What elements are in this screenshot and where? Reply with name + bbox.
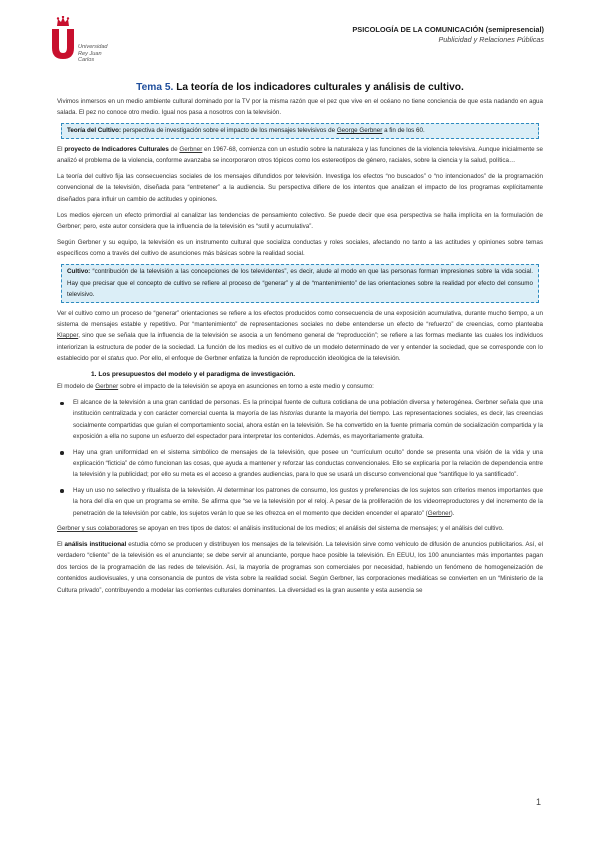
title-number: Tema 5. (136, 82, 174, 93)
gerbner-link[interactable]: Gerbner (179, 145, 203, 153)
paragraph-model-assumptions: El modelo de Gerbner sobre el impacto de la televisión se apoya en asunciones en torno a este medio y consumo: (57, 383, 374, 391)
logo-line1: Universidad (78, 44, 108, 50)
university-u-icon (51, 28, 75, 60)
definition-box-cultivation-theory (61, 123, 539, 138)
italic-term: status quo (107, 355, 137, 363)
definition-box-cultivo (61, 264, 539, 302)
gerbner-link[interactable]: Gerbner (427, 509, 451, 517)
paragraph-indicators-project: El proyecto de Indicadores Culturales de Gerbner en 1967-68, comienza con un estudio sobre la naturaleza y las funciones de la violencia televisiva. Aunque inicialmente se analizó el problema de la violencia, conforme avanzaba se incorporaron otros tópicos como los estereotipos de género, raciales, sobre la ciencia y la salud, política… (57, 145, 543, 165)
definition-text: “contribución de la televisión a las concepciones de los televidentes”, es decir, alude al modo en que las personas forman impresiones sobre la vida social. Hay que precisar que el concepto de cultivo se refiere al proceso de “generar” y al de “mantenimiento” de las orientaciones sobre la realidad por efecto del consumo televisivo. (67, 268, 533, 299)
university-logo (48, 16, 118, 63)
assumptions-list (57, 397, 543, 519)
bullet-icon (60, 402, 64, 406)
paragraph-cultivation-theory: La teoría del cultivo fija las consecuencias sociales de los mensajes difundidos por televisión. Investiga los efectos “no buscados” o “no intencionados” de la programación convencional de la televisión, diseñada para “entretener” a la audiencia. Su perspectiva difiere de los intentos que analizan el impacto de los programas explícitamente diseñados para influir un cambio de actitudes y opiniones. (57, 173, 543, 203)
paragraph-media-effects: Los medios ejercen un efecto primordial al canalizar las tendencias de pensamiento colectivo. Se puede decir que esa perspectiva se halla implícita en la formulación de Gerbner; pero, este autor considera que la influencia de la televisión es “sutil y acumulativa”. (57, 211, 543, 231)
page-title (57, 82, 543, 94)
title-text: La teoría de los indicadores culturales y análisis de cultivo. (176, 82, 464, 93)
intro-paragraph: Vivimos inmersos en un medio ambiente cultural dominado por la TV por la misma razón que el pez que vive en el océano no tiene conciencia de que esta nadando en agua salada. El pez no conoce otro medio. Igual nos pasa a nosotros con la televisión. (57, 98, 543, 117)
gerbner-link[interactable]: Gerbner (95, 383, 119, 391)
paragraph-institutional-analysis: El análisis institucional estudia cómo se producen y distribuyen los mensajes de la televisión. La televisión sirve como vehículo de difusión de anuncios publicitarios. Así, el verdadero “cliente” de la televisión es el anunciante; se debe servir al anunciante, porque hace posible la televisión. En EEUU, los 100 anunciantes más importantes pagan dos tercios de la programación de las redes de televisión. Así, la mayoría de programas son comerciales por necesidad, habiendo un fenómeno de homogeneización de contenidos audiovisuales, y una consonancia de puntos de vista sobre la realidad social. Según Gerbner, las corporaciones mediáticas se convierten en un “Ministerio de la Cultura privado”, contribuyendo a modelar las corrientes culturales dominantes. La diversidad es la gran ausente y esta ausencia se (57, 541, 543, 594)
definition-term: Cultivo: (67, 268, 91, 276)
course-title: PSICOLOGÍA DE LA COMUNICACIÓN (semipresencial) (352, 25, 544, 34)
definition-text: perspectiva de investigación sobre el impacto de los mensajes televisivos de (121, 127, 337, 135)
list-item: Hay un uso no selectivo y ritualista de la televisión. Al determinar los patrones de consumo, los gustos y preferencias de los sujetos son criterios menos importantes que la hora del día en que un programa se emite. Se afirma que “se ve la televisión por el reloj. A pesar de la proliferación de los videorreproductores y del incremento de la penetración de la televisión por cable, los sujetos verán lo que se les ofrezca en el momento que deciden encender el aparato” (Gerbner). (57, 485, 543, 519)
bold-term: análisis institucional (64, 541, 127, 548)
page-header (352, 25, 544, 45)
bullet-icon (60, 489, 64, 493)
italic-term: historias (279, 410, 304, 418)
section-heading: 1. Los presupuestos del modelo y el paradigma de investigación. (91, 371, 296, 379)
page-number: 1 (535, 797, 541, 807)
klapper-link[interactable]: Klapper (57, 332, 79, 340)
logo-line2: Rey Juan Carlos (78, 50, 102, 63)
degree-name: Publicidad y Relaciones Públicas (438, 35, 544, 44)
logo-wordmark (78, 44, 118, 64)
definition-tail: a fin de los 60. (382, 127, 425, 135)
paragraph-gerbner-team: Según Gerbner y su equipo, la televisión es un instrumento cultural que socializa conductas y roles sociales, afectando no tanto a las actitudes y opiniones sobre temas específicos como a través del cultivo de asunciones más básicas sobre la realidad social. (57, 239, 543, 258)
list-item: Hay una gran uniformidad en el sistema simbólico de mensajes de la televisión, que posee un “currículum oculto” donde se presenta una visión de la vida y una explicación “ficticia” de cómo funcionan las cosas, que ayuda a mantener y reforzar las conductas convencionales. Ello se explicaría por la relación de dependencia entre la televisión y la publicidad; por ello su meta es el acceso a grandes audiencias, para lo que se usará un discurso convencional que “santifique lo ya santificado”. (57, 447, 543, 481)
gerbner-link[interactable]: George Gerbner (336, 127, 383, 135)
bullet-icon (60, 451, 64, 455)
list-item: El alcance de la televisión a una gran cantidad de personas. Es la principal fuente de cultura cotidiana de una población diversa y heterogénea. Gerbner señala que una institución centralizada y con carácter comercial cuenta la mayoría de las historias durante la mayoría del tiempo. Las representaciones sociales, es decir, las creencias socialmente compartidas que guían el comportamiento social, ahora están en la televisión. Se ha convertido en la fuente primaria común de socialización compartida y la exposición a ella no supone un esfuerzo del espectador para interpretar los contenidos. Además, es mayoritariamente gratuita. (57, 397, 543, 443)
definition-term: Teoría del Cultivo: (67, 127, 122, 135)
document-body (57, 82, 543, 601)
paragraph-generate-maintain: Ver el cultivo como un proceso de “generar” orientaciones se refiere a los efectos producidos como consecuencia de una exposición acumulativa, durante mucho tiempo, a un sistema de mensajes estable y repetitivo. Por “mantenimiento” de representaciones sociales no debe entenderse un efecto de “refuerzo” de creencias, como planteaba Klapper, sino que se señala que la influencia de la televisión se asocia a un fenómeno general de “reproducción”; se refiere a las formas mediante las cuales los individuos interiorizan la estructura de poder de la sociedad. La función de los medios es el cultivo de un modelo determinado de ver y entender la sociedad, que se corresponde con lo establecido por el status quo. Por ello, el enfoque de Gerbner enfatiza la función de reproducción ideológica de la televisión. (57, 309, 543, 363)
paragraph-data-types: Gerbner y sus colaboradores se apoyan en tres tipos de datos: el análisis institucional de los medios; el análisis del sistema de mensajes; y el análisis del cultivo. (57, 525, 504, 533)
crown-icon (56, 16, 70, 27)
collaborators-link[interactable]: Gerbner y sus colaboradores (57, 525, 138, 533)
bold-term: proyecto de Indicadores Culturales (64, 145, 169, 153)
